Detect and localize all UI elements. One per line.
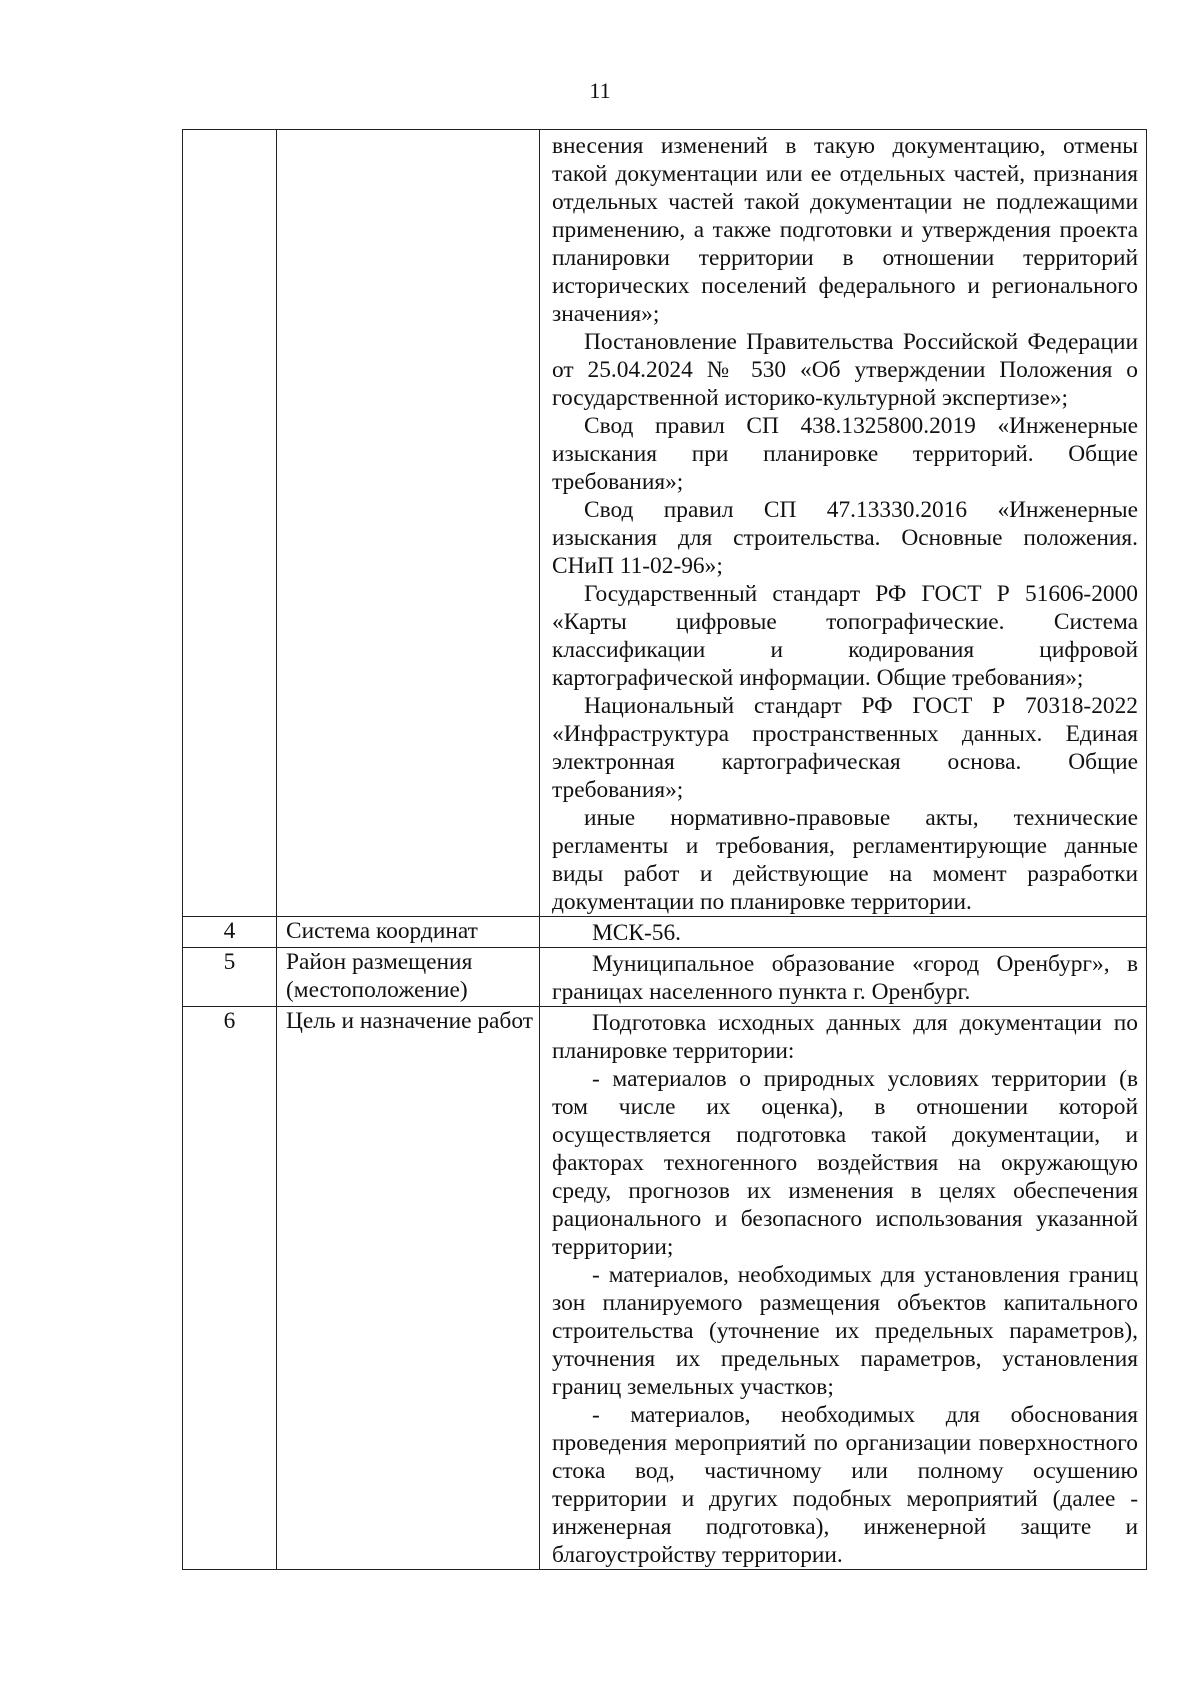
row-name-cell: Район размещения (местоположение) [277,948,540,1007]
content-paragraph: внесения изменений в такую документацию, отмены такой документации или ее отдельных частей, признания отдельных частей такой документации не подлежащими применению, а также подготовки и утверждения проекта планировки территории в отношении территорий исторических поселений федерального и регионального значения»; [552,133,1138,327]
content-paragraph: Свод правил СП 438.1325800.2019 «Инженерные изыскания при планировке территорий. Общие требования»; [552,413,1138,495]
content-paragraph: - материалов, необходимых для установления границ зон планируемого размещения объектов капитального строительства (уточнение их предельных параметров), уточнения их предельных параметров, установления границ земельных участков; [552,1262,1138,1400]
row-number-cell: 4 [183,917,277,948]
row-name-cell [277,130,540,917]
row-number-cell [183,130,277,917]
table-row [183,917,1147,948]
content-paragraph: Государственный стандарт РФ ГОСТ Р 51606-2000 «Карты цифровые топографические. Система классификации и кодирования цифровой картографической информации. Общие требования»; [552,581,1138,691]
content-paragraph: Свод правил СП 47.13330.2016 «Инженерные изыскания для строительства. Основные положения. СНиП 11-02-96»; [552,497,1138,579]
table-row [183,948,1147,1007]
row-content-cell [540,1007,1147,1570]
table-row [183,1007,1147,1570]
content-paragraph: Национальный стандарт РФ ГОСТ Р 70318-2022 «Инфраструктура пространственных данных. Единая электронная картографическая основа. Общие требования»; [552,693,1138,803]
content-paragraph: - материалов о природных условиях территории (в том числе их оценка), в отношении которой осуществляется подготовка такой документации, и факторах техногенного воздействия на окружающую среду, прогнозов их изменения в целях обеспечения рационального и безопасного использования указанной территории; [552,1066,1138,1260]
content-paragraph: Подготовка исходных данных для документации по планировке территории: [552,1010,1138,1064]
content-paragraph: Муниципальное образование «город Оренбург», в границах населенного пункта г. Оренбург. [552,951,1138,1005]
row-number-cell: 6 [183,1007,277,1570]
row-content-cell [540,948,1147,1007]
row-name-cell: Система координат [277,917,540,948]
row-name-cell: Цель и назначение работ [277,1007,540,1570]
specification-table [182,129,1147,1570]
row-number-cell: 5 [183,948,277,1007]
content-paragraph: - материалов, необходимых для обоснования проведения мероприятий по организации поверхностного стока вод, частичному или полному осушению территории и других подобных мероприятий (далее - инженерная подготовка), инженерной защите и благоустройству территории. [552,1402,1138,1568]
content-paragraph: Постановление Правительства Российской Федерации от 25.04.2024 № 530 «Об утверждении Положения о государственной историко-культурной экспертизе»; [552,329,1138,411]
row-content-cell [540,130,1147,917]
table-row [183,130,1147,917]
content-paragraph: иные нормативно-правовые акты, технические регламенты и требования, регламентирующие данные виды работ и действующие на момент разработки документации по планировке территории. [552,805,1138,915]
page-number: 11 [589,78,611,103]
content-paragraph: МСК-56. [592,920,682,946]
row-content-cell [540,917,1147,948]
